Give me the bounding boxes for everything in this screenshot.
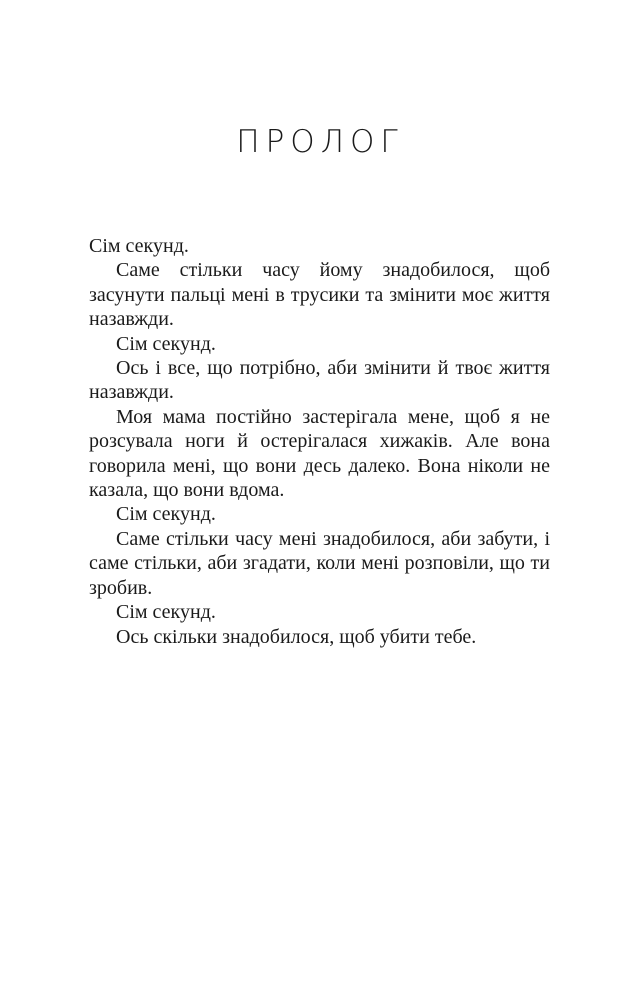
paragraph-1: Сім секунд. bbox=[89, 235, 189, 257]
paragraph-6: Сім секунд. bbox=[116, 503, 216, 526]
chapter-title: ПРОЛОГ bbox=[236, 124, 404, 160]
paragraph-4: Ось і все, що потрібно, аби змінити й твоє життя назавжди. bbox=[89, 357, 550, 404]
paragraph-5: Моя мама постійно застерігала мене, щоб я не розсувала ноги й остерігалася хижаків. Але вона говорила мені, що вони десь далеко. Вона ніколи не казала, що вони вдома. bbox=[89, 405, 550, 502]
paragraph-9: Ось скільки знадобилося, щоб убити тебе. bbox=[116, 625, 477, 648]
paragraph-3: Сім секунд. bbox=[116, 332, 216, 355]
paragraph-8: Сім секунд. bbox=[116, 601, 216, 624]
body-text bbox=[89, 234, 550, 649]
paragraph-7: Саме стільки часу мені знадобилося, аби забути, і саме стільки, аби згадати, коли мені розповіли, що ти зробив. bbox=[89, 527, 550, 599]
paragraph-2: Саме стільки часу йому знадобилося, щоб засунути пальці мені в трусики та змінити моє життя назавжди. bbox=[89, 259, 550, 331]
